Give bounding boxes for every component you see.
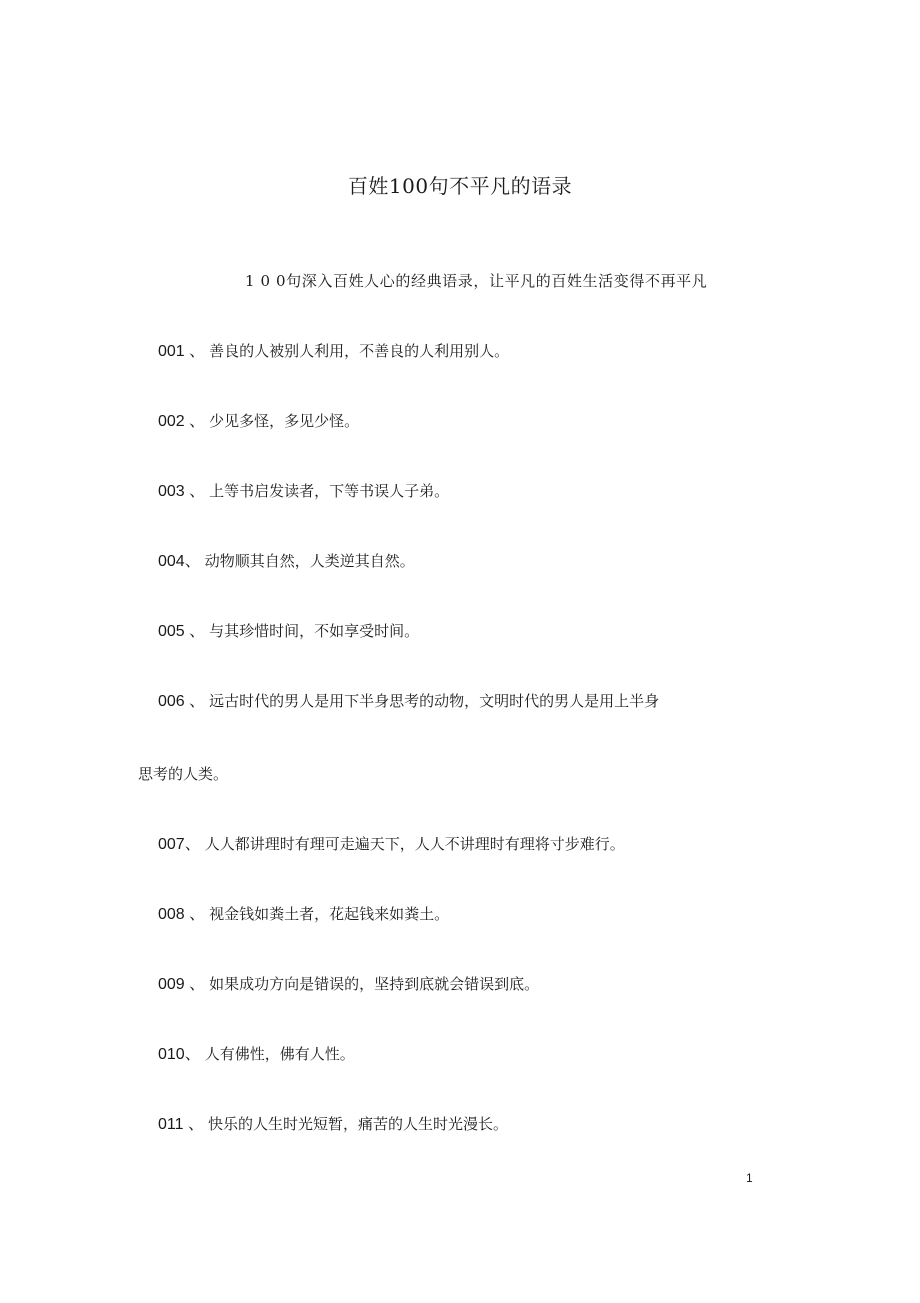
quote-number: 010、 bbox=[158, 1046, 201, 1063]
quote-number: 011 、 bbox=[158, 1116, 204, 1133]
quote-text: 与其珍惜时间，不如享受时间。 bbox=[209, 622, 420, 640]
quote-number: 004、 bbox=[158, 553, 201, 570]
quote-line bbox=[158, 1043, 355, 1066]
quote-text: 人人都讲理时有理可走遍天下，人人不讲理时有理将寸步难行。 bbox=[204, 835, 625, 853]
quote-line bbox=[158, 480, 449, 503]
quote-continuation bbox=[138, 763, 228, 785]
quote-number: 009 、 bbox=[158, 976, 206, 993]
quote-number: 005 、 bbox=[158, 623, 206, 640]
quote-text: 人有佛性，佛有人性。 bbox=[204, 1045, 355, 1063]
quote-line bbox=[158, 833, 625, 856]
page-number: 1 bbox=[746, 1171, 753, 1185]
quote-text: 善良的人被别人利用，不善良的人利用别人。 bbox=[209, 342, 510, 360]
quote-number: 007、 bbox=[158, 836, 201, 853]
quote-text: 上等书启发读者，下等书误人子弟。 bbox=[209, 482, 450, 500]
quote-line bbox=[158, 340, 509, 363]
quote-number: 006 、 bbox=[158, 693, 206, 710]
quote-text: 视金钱如粪土者，花起钱来如粪土。 bbox=[209, 905, 450, 923]
quote-number: 008 、 bbox=[158, 906, 206, 923]
document-subtitle: 1 0 0句深入百姓人心的经典语录，让平凡的百姓生活变得不再平凡 bbox=[245, 272, 708, 290]
document-title: 百姓100句不平凡的语录 bbox=[347, 174, 573, 198]
quote-line bbox=[158, 620, 419, 643]
quote-number: 003 、 bbox=[158, 483, 206, 500]
quote-text: 如果成功方向是错误的，坚持到底就会错误到底。 bbox=[209, 975, 540, 993]
quote-number: 001 、 bbox=[158, 343, 206, 360]
quote-line bbox=[158, 550, 415, 573]
quote-text: 远古时代的男人是用下半身思考的动物，文明时代的男人是用上半身 bbox=[209, 692, 660, 710]
quote-number: 002 、 bbox=[158, 413, 206, 430]
quote-line bbox=[158, 690, 659, 713]
quote-text: 动物顺其自然，人类逆其自然。 bbox=[204, 552, 415, 570]
quote-text: 思考的人类。 bbox=[138, 765, 229, 783]
quote-line bbox=[158, 973, 539, 996]
quote-line bbox=[158, 903, 449, 926]
quote-line bbox=[158, 1113, 508, 1136]
quote-text: 少见多怪，多见少怪。 bbox=[209, 412, 360, 430]
quote-text: 快乐的人生时光短暂，痛苦的人生时光漫长。 bbox=[207, 1115, 508, 1133]
quote-line bbox=[158, 410, 359, 433]
